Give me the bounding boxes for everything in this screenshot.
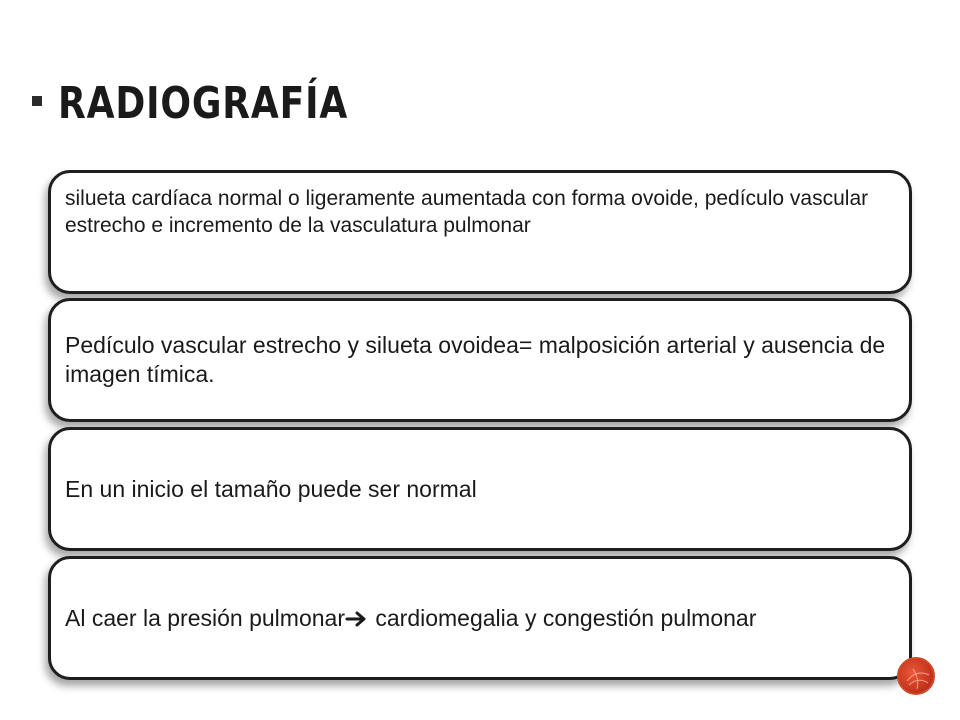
- info-card-4-text: [65, 604, 756, 633]
- slide-badge-icon: [897, 657, 935, 695]
- info-card-3-text: En un inicio el tamaño puede ser normal: [65, 475, 477, 502]
- info-card-1-text: silueta cardíaca normal o ligeramente aumentada con forma ovoide, pedículo vascular estrecho e incremento de la vasculatura pulmonar: [65, 187, 869, 237]
- info-card-4-text-after: cardiomegalia y congestión pulmonar: [368, 604, 757, 631]
- info-card-3: [48, 427, 912, 551]
- info-card-2: [48, 298, 912, 422]
- info-card-2-text: Pedículo vascular estrecho y silueta ovoidea= malposición arterial y ausencia de imagen tímica.: [65, 332, 886, 387]
- title-accent-square: [32, 96, 42, 106]
- info-card-4-text-before: Al caer la presión pulmonar: [65, 604, 345, 631]
- info-card-4: [48, 556, 912, 680]
- info-card-1: [48, 170, 912, 294]
- slide-title: RADIOGRAFÍA: [58, 78, 349, 129]
- right-arrow-icon: [345, 610, 369, 628]
